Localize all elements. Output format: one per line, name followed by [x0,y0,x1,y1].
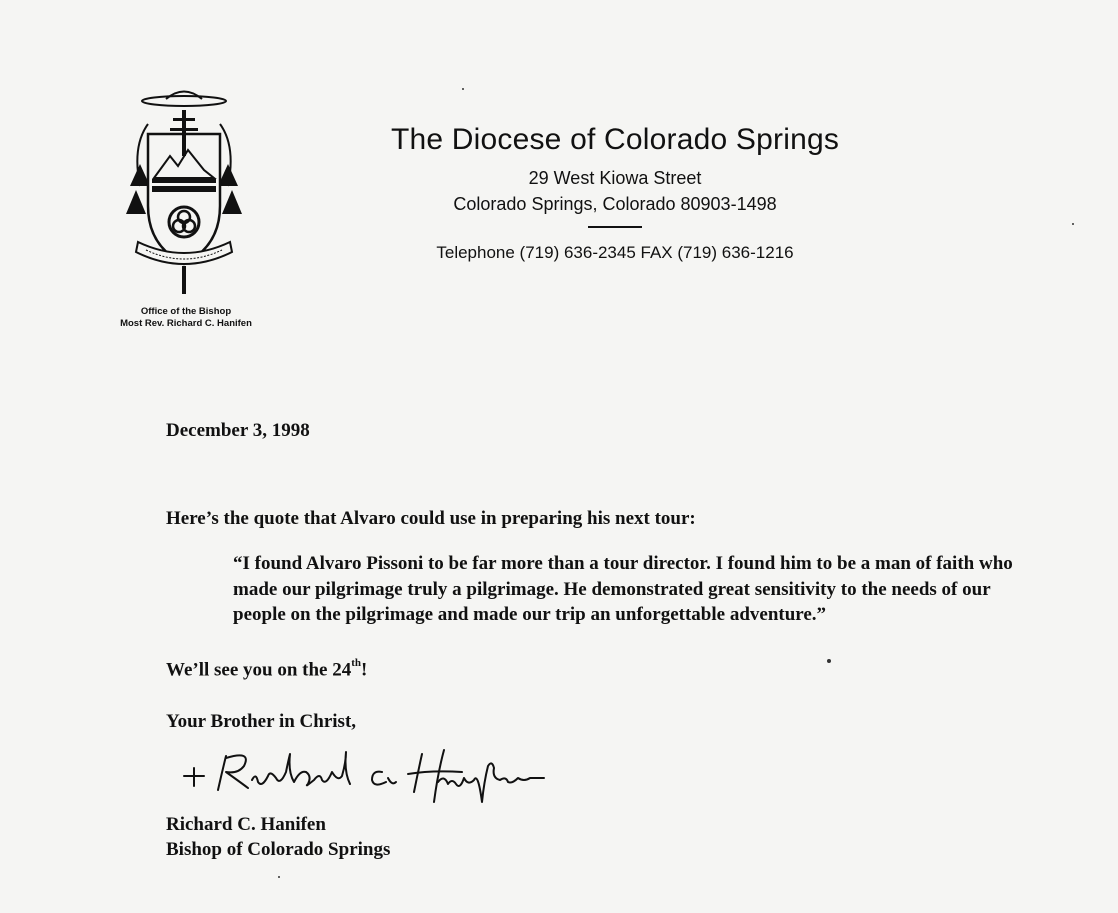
letter-date: December 3, 1998 [166,420,310,441]
scan-speck [462,88,464,90]
signer-title: Bishop of Colorado Springs [166,839,391,860]
office-of-bishop [96,306,276,330]
scan-speck [827,659,831,663]
scan-speck [1072,223,1074,225]
scan-speck [278,876,280,878]
phone-fax-line: Telephone (719) 636-2345 FAX (719) 636-1216 [436,243,794,262]
see-you-line [166,659,367,681]
address-line1: 29 West Kiowa Street [528,168,702,188]
office-line1: Office of the Bishop [140,306,232,317]
address-line2: Colorado Springs, Colorado 80903-1498 [453,194,777,214]
office-line2: Most Rev. Richard C. Hanifen [120,318,252,329]
handwritten-signature [182,742,552,812]
see-you-punct: ! [361,659,368,681]
testimonial-quote: “I found Alvaro Pissoni to be far more than a tour director. I found him to be a man of faith who made our pilgrimage truly a pilgrimage. He demonstrated great sensitivity to the needs of our people on the pilgrimage and made our trip an unforgettable adventure.” [233,553,1013,625]
see-you-text: We’ll see you on the 24 [166,659,352,681]
letterhead [360,120,870,264]
coat-of-arms-icon [118,86,254,296]
letter-intro: Here’s the quote that Alvaro could use in preparing his next tour: [166,508,696,529]
closing-salutation: Your Brother in Christ, [166,711,357,732]
ordinal-suffix: th [351,657,362,669]
signer-name: Richard C. Hanifen [166,814,326,835]
letterhead-divider [588,226,642,228]
organization-name: The Diocese of Colorado Springs [390,123,840,156]
